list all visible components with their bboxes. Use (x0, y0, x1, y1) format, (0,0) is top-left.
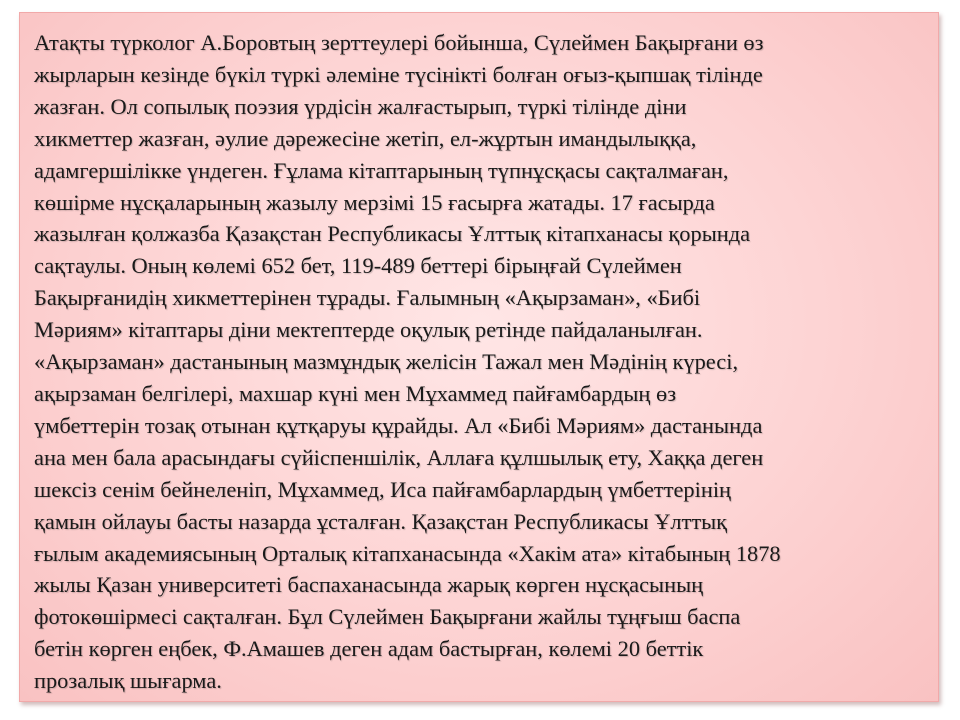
paragraph-line: жазылған қолжазба Қазақстан Республикасы Ұлттық кітапханасы қорында (34, 221, 751, 247)
paragraph-line: Бақырғанидің хикметтерінен тұрады. Ғалымның «Ақырзаман», «Бибі (34, 285, 701, 311)
paragraph-line: прозалық шығарма. (34, 668, 222, 694)
paragraph-line: Мәриям» кітаптары діни мектептерде оқулық ретінде пайдаланылған. (34, 317, 703, 343)
paragraph-line: «Ақырзаман» дастанының мазмұндық желісін Тажал мен Мәдінің күресі, (34, 349, 739, 375)
paragraph-line: жазған. Ол сопылық поэзия үрдісін жалғастырып, түркі тілінде діни (34, 93, 687, 119)
text-box (19, 12, 939, 702)
paragraph (34, 27, 924, 697)
paragraph-line: ақырзаман белгілері, махшар күні мен Мұхаммед пайғамбардың өз (34, 380, 677, 406)
paragraph-line: жырларын кезінде бүкіл түркі әлеміне түсінікті болған оғыз-қыпшақ тілінде (34, 61, 763, 87)
paragraph-line: жылы Қазан университеті баспаханасында жарық көрген нұсқасының (34, 572, 704, 598)
paragraph-line: хикметтер жазған, әулие дәрежесіне жетіп, ел-жұртын имандылыққа, (34, 125, 697, 151)
paragraph-line: фотокөшірмесі сақталған. Бұл Сүлеймен Бақырғани жайлы тұңғыш баспа (34, 604, 741, 630)
paragraph-line: сақтаулы. Оның көлемі 652 бет, 119-489 беттері бірыңғай Сүлеймен (34, 253, 682, 279)
paragraph-line: шексіз сенім бейнеленіп, Мұхаммед, Иса пайғамбарлардың үмбеттерінің (34, 476, 732, 502)
paragraph-line: үмбеттерін тозақ отынан құтқаруы құрайды. Ал «Бибі Мәриям» дастанында (34, 412, 763, 438)
paragraph-line: ғылым академиясының Орталық кітапханасында «Хакім ата» кітабының 1878 (34, 540, 781, 566)
paragraph-line: қамын ойлауы басты назарда ұсталған. Қазақстан Республикасы Ұлттық (34, 508, 728, 534)
paragraph-line: адамгершілікке үндеген. Ғұлама кітаптарының түпнұсқасы сақталмаған, (34, 157, 729, 183)
paragraph-line: ана мен бала арасындағы сүйіспеншілік, Аллаға құлшылық ету, Хаққа деген (34, 444, 764, 470)
paragraph-line: Атақты түрколог А.Боровтың зерттеулері бойынша, Сүлеймен Бақырғани өз (34, 30, 764, 55)
paragraph-line: көшірме нұсқаларының жазылу мерзімі 15 ғасырға жатады. 17 ғасырда (34, 189, 715, 215)
paragraph-line: бетін көрген еңбек, Ф.Амашев деген адам бастырған, көлемі 20 беттік (34, 636, 704, 662)
